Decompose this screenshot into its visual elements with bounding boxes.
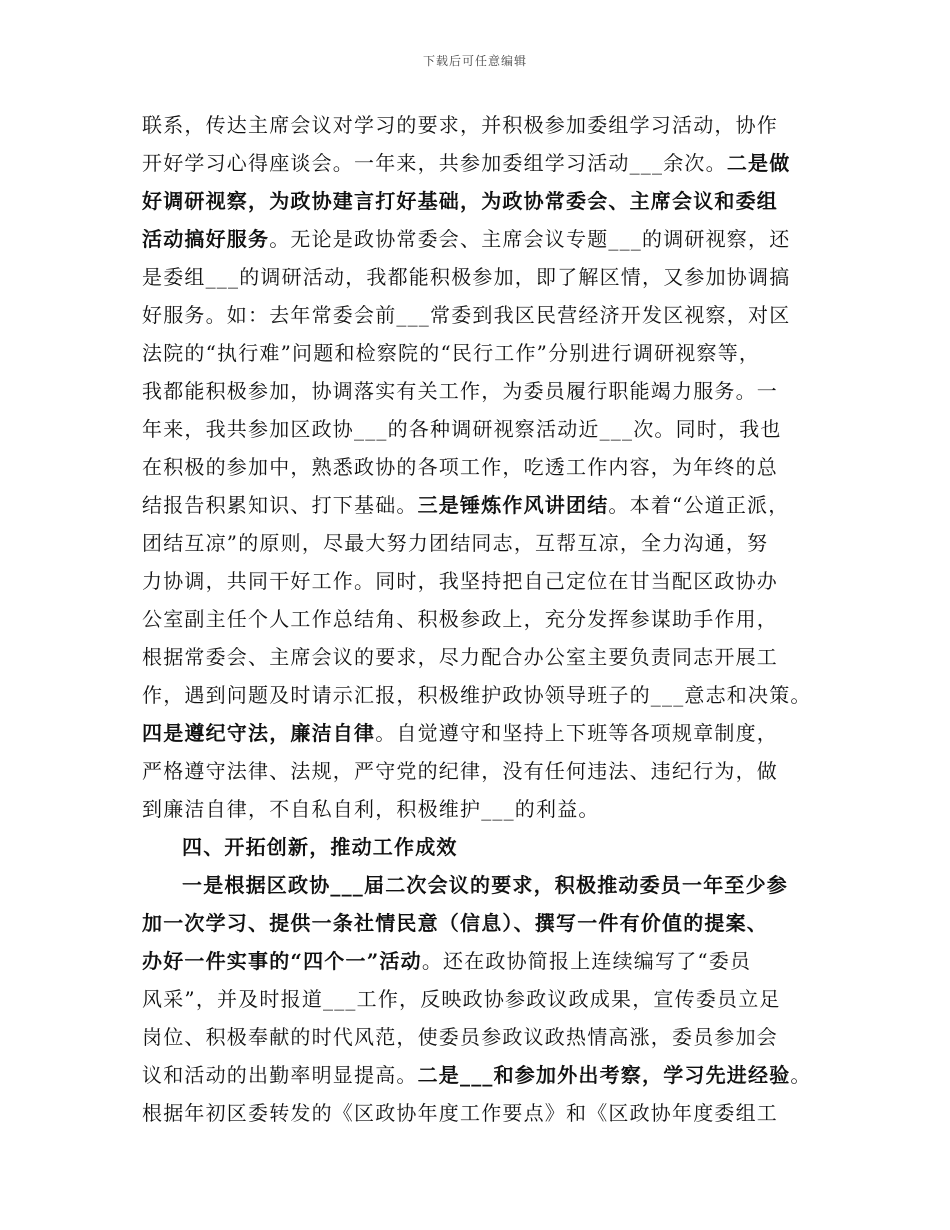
text-run: 团结互凉”的原则，尽最大努力团结同志，互帮互凉，全力沟通，努 <box>142 531 769 555</box>
text-line <box>142 638 812 676</box>
text-run: 我都能积极参加，协调落实有关工作，为委员履行职能竭力服务。一 <box>142 379 778 403</box>
text-run: 年来，我共参加区政协___的各种调研视察活动近___次。同时，我也 <box>142 417 782 441</box>
text-run: 在积极的参加中，熟悉政协的各项工作，吃透工作内容，为年终的总 <box>142 455 778 479</box>
text-line <box>142 904 812 942</box>
text-run: 根据常委会、主席会议的要求，尽力配合办公室主要负责同志开展工 <box>142 645 778 669</box>
text-run: 议和活动的出勤率明显提高。 <box>142 1063 418 1087</box>
text-line <box>142 1056 812 1094</box>
text-run: 风采”，并及时报道___工作，反映政协参政议政成果，宣传委员立足 <box>142 987 781 1011</box>
text-run: 结报告积累知识、打下基础。 <box>142 493 418 517</box>
text-line <box>142 828 812 866</box>
text-line <box>142 258 812 296</box>
text-line <box>142 410 812 448</box>
bold-text-run: 二是做 <box>726 151 791 175</box>
text-line <box>142 1018 812 1056</box>
text-run: 公室副主任个人工作总结角、积极参政上，充分发挥参谋助手作用， <box>142 607 778 631</box>
text-run: 开好学习心得座谈会。一年来，共参加委组学习活动___余次。 <box>142 151 727 175</box>
bold-text-run: 办好一件实事的“四个一”活动 <box>142 949 422 973</box>
text-line <box>142 562 812 600</box>
bold-text-run: 一是根据区政协___届二次会议的要求，积极推动委员一年至少参 <box>182 873 788 897</box>
text-line <box>142 524 812 562</box>
document-body <box>142 106 812 1132</box>
text-line <box>142 334 812 372</box>
text-run: 。无论是政协常委会、主席会议专题___的调研视察，还 <box>269 227 791 251</box>
text-line <box>142 486 812 524</box>
text-line <box>142 106 812 144</box>
text-run: 联系，传达主席会议对学习的要求，并积极参加委组学习活动，协作 <box>142 113 778 137</box>
text-run: 到廉洁自律，不自私自利，积极维护___的利益。 <box>142 797 600 821</box>
text-run: 。本着“公道正派， <box>608 493 790 517</box>
text-line <box>142 980 812 1018</box>
bold-text-run: 好调研视察，为政协建言打好基础，为政协常委会、主席会议和委组 <box>142 189 778 213</box>
text-line <box>142 296 812 334</box>
text-line <box>142 182 812 220</box>
text-run: 严格遵守法律、法规，严守党的纪律，没有任何违法、违纪行为，做 <box>142 759 778 783</box>
text-line <box>142 752 812 790</box>
bold-text-run: 二是___和参加外出考察，学习先进经验 <box>417 1063 791 1087</box>
text-run: 好服务。如：去年常委会前___常委到我区民营经济开发区视察，对区 <box>142 303 791 327</box>
text-run: 。还在政协简报上连续编写了“委员 <box>421 949 752 973</box>
text-run: 根据年初区委转发的《区政协年度工作要点》和《区政协年度委组工 <box>142 1101 778 1125</box>
text-line <box>142 1094 812 1132</box>
text-line <box>142 600 812 638</box>
text-line <box>142 676 812 714</box>
text-run: 。自觉遵守和坚持上下班等各项规章制度， <box>375 721 779 745</box>
text-line <box>142 790 812 828</box>
text-line <box>142 372 812 410</box>
bold-text-run: 四、开拓创新，推动工作成效 <box>182 835 458 859</box>
text-line <box>142 866 812 904</box>
text-line <box>142 942 812 980</box>
text-run: 。 <box>790 1063 812 1087</box>
text-run: 力协调，共同干好工作。同时，我坚持把自己定位在甘当配区政协办 <box>142 569 778 593</box>
text-line <box>142 448 812 486</box>
bold-text-run: 活动搞好服务 <box>142 227 270 251</box>
bold-text-run: 四是遵纪守法，廉洁自律 <box>142 721 376 745</box>
text-line <box>142 714 812 752</box>
download-note: 下载后可任意编辑 <box>422 54 527 68</box>
text-line <box>142 220 812 258</box>
text-run: 岗位、积极奉献的时代风范，使委员参政议政热情高涨，委员参加会 <box>142 1025 778 1049</box>
bold-text-run: 加一次学习、提供一条社情民意（信息）、撰写一件有价值的提案、 <box>142 911 768 935</box>
bold-text-run: 三是锤炼作风讲团结 <box>417 493 609 517</box>
text-run: 是委组___的调研活动，我都能积极参加，即了解区情，又参加协调搞 <box>142 265 791 289</box>
text-line <box>142 144 812 182</box>
text-run: 作，遇到问题及时请示汇报，积极维护政协领导班子的___意志和决策。 <box>142 683 812 707</box>
text-run: 法院的“执行难”问题和检察院的“民行工作”分别进行调研视察等， <box>142 341 761 365</box>
